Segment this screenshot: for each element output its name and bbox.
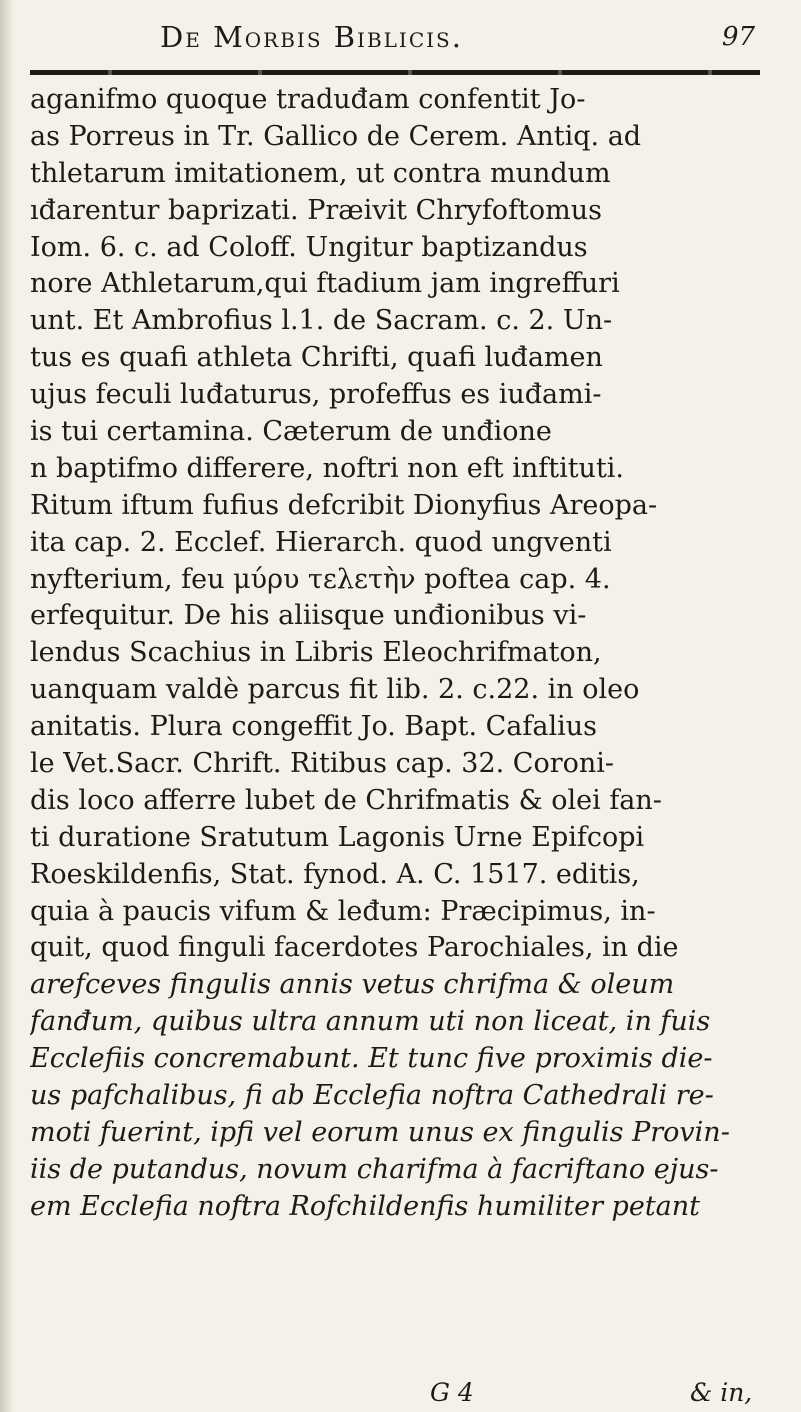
- text-line: quit, quod finguli facerdotes Parochiales, in die: [30, 932, 679, 964]
- text-line: Roeskildenfis, Stat. fynod. A. C. 1517. editis,: [30, 858, 640, 890]
- text-line: lendus Scachius in Libris Eleochrifmaton,: [30, 637, 602, 669]
- text-line: anitatis. Plura congeffit Jo. Bapt. Cafalius: [30, 711, 597, 743]
- text-line: le Vet.Sacr. Chrift. Ritibus cap. 32. Coroni-: [30, 748, 615, 780]
- page-footer: [0, 1378, 801, 1412]
- text-line: dis loco afferre lubet de Chrifmatis & olei fan-: [30, 784, 662, 816]
- header-rule: [30, 70, 760, 75]
- text-line: unt. Et Ambrofius l.1. de Sacram. c. 2. Un-: [30, 305, 613, 337]
- text-line: as Porreus in Tr. Gallico de Cerem. Antiq. ad: [30, 120, 642, 152]
- running-title: De Morbis Biblicis.: [160, 20, 463, 54]
- text-line: thletarum imitationem, ut contra mundum: [30, 157, 611, 189]
- text-line: tus es quafi athleta Chrifti, quafi luđamen: [30, 342, 603, 374]
- page-gutter-shadow: [0, 0, 14, 1412]
- text-line: arefceves fingulis annis vetus chrifma & oleum: [30, 969, 675, 1001]
- text-line: Ritum iftum fufius defcribit Dionyfius Areopa-: [30, 489, 658, 521]
- text-line: Ecclefiis concremabunt. Et tunc five proximis die-: [30, 1043, 713, 1075]
- text-line: nyfterium, feu μύρυ τελετὴν poftea cap. 4.: [30, 563, 611, 595]
- text-line: us pafchalibus, fi ab Ecclefia noftra Cathedrali re-: [30, 1080, 714, 1112]
- text-line: is tui certamina. Cæterum de unđione: [30, 416, 552, 448]
- text-line: aganifmo quoque traduđam confentit Jo-: [30, 84, 586, 115]
- page-number: 97: [722, 22, 756, 52]
- text-line: moti fuerint, ipfi vel eorum unus ex fingulis Provin-: [30, 1116, 730, 1148]
- text-line: quia à paucis vifum & leđum: Præcipimus, in-: [30, 895, 656, 927]
- text-line: ita cap. 2. Ecclef. Hierarch. quod ungventi: [30, 526, 612, 558]
- text-line: em Ecclefia noftra Rofchildenfis humiliter petant: [30, 1190, 701, 1222]
- text-line: nore Athletarum,qui ftadium jam ingreffuri: [30, 268, 620, 300]
- text-line: iis de putandus, novum charifma à facriftano ejus-: [30, 1153, 719, 1185]
- text-line: fanđum, quibus ultra annum uti non liceat, in fuis: [30, 1006, 711, 1038]
- text-line: n baptifmo differere, noftri non eft inftituti.: [30, 452, 625, 484]
- text-line: erfequitur. De his aliisque unđionibus vi-: [30, 600, 587, 632]
- page-header: [0, 20, 801, 64]
- text-line: Iom. 6. c. ad Coloff. Ungitur baptizandus: [30, 231, 588, 263]
- text-line: ıđarentur baprizati. Præivit Chryfoftomus: [30, 194, 603, 226]
- text-line: uanquam valdè parcus fit lib. 2. c.22. in oleo: [30, 674, 640, 706]
- signature-mark: G 4: [430, 1378, 474, 1407]
- text-line: ujus feculi luđaturus, profeffus es iuđami-: [30, 379, 602, 411]
- body-text: [30, 82, 774, 1226]
- text-line: ti duratione Sratutum Lagonis Urne Epifcopi: [30, 821, 645, 853]
- catchword: & in,: [690, 1378, 753, 1407]
